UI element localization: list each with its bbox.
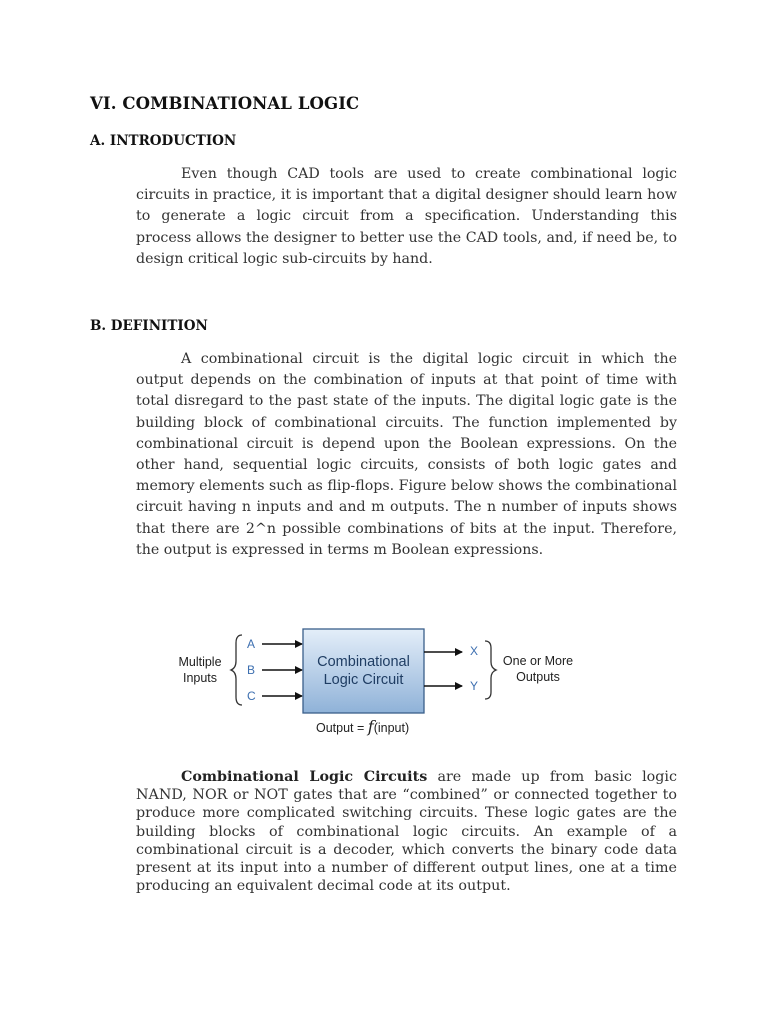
section-heading-introduction: A. INTRODUCTION	[90, 133, 237, 149]
combinational-logic-box	[303, 629, 424, 713]
combinational-circuits-paragraph	[136, 768, 677, 895]
box-label-line1: Combinational	[317, 654, 410, 670]
outputs-label-line2: Outputs	[516, 670, 560, 684]
output-x-label: X	[470, 644, 479, 658]
input-a-label: A	[247, 637, 256, 651]
combinational-circuits-text: are made up from basic logic NAND, NOR or NOT gates that are “combined” or connected together to produce more complicated switching circuits. These logic gates are the building blocks of combinational logic circuits. An example of a combinational circuit is a decoder, which converts the binary code data present at its input into a number of different output lines, one at a time producing an equivalent decimal code at its output.	[136, 769, 677, 895]
page-title: VI. COMBINATIONAL LOGIC	[90, 94, 360, 113]
formula-suffix: (input)	[373, 721, 410, 735]
section-heading-definition: B. DEFINITION	[90, 318, 208, 334]
combinational-logic-diagram	[170, 625, 590, 740]
multiple-inputs-label-line2: Inputs	[182, 671, 218, 685]
formula-function-symbol: f	[367, 717, 374, 736]
input-b-label: B	[247, 663, 256, 677]
output-formula	[316, 717, 409, 736]
outputs-label-line1: One or More	[502, 654, 574, 668]
formula-prefix: Output =	[316, 721, 368, 735]
outputs-brace	[485, 641, 496, 699]
box-label-line2: Logic Circuit	[323, 672, 404, 688]
introduction-paragraph: Even though CAD tools are used to create combinational logic circuits in practice, it is important that a digital designer should learn how to generate a logic circuit from a specification. Understanding this process allows the designer to better use the CAD tools, and, if need be, to design critical logic sub-circuits by hand.	[136, 166, 677, 267]
input-c-label: C	[247, 689, 256, 703]
combinational-circuits-bold-lead: Combinational Logic Circuits	[181, 769, 428, 785]
inputs-brace	[231, 635, 242, 705]
output-y-label: Y	[470, 679, 479, 693]
definition-paragraph: A combinational circuit is the digital logic circuit in which the output depends on the combination of inputs at that point of time with total disregard to the past state of the inputs. The digital logic gate is the building block of combinational circuits. The function implemented by combinational circuit is depend upon the Boolean expressions. On the other hand, sequential logic circuits, consists of both logic gates and memory elements such as flip-flops. Figure below shows the combinational circuit having n inputs and and m outputs. The n number of inputs shows that there are 2^n possible combinations of bits at the input. Therefore, the output is expressed in terms m Boolean expressions.	[136, 351, 677, 558]
multiple-inputs-label-line1: Multiple	[178, 655, 222, 669]
